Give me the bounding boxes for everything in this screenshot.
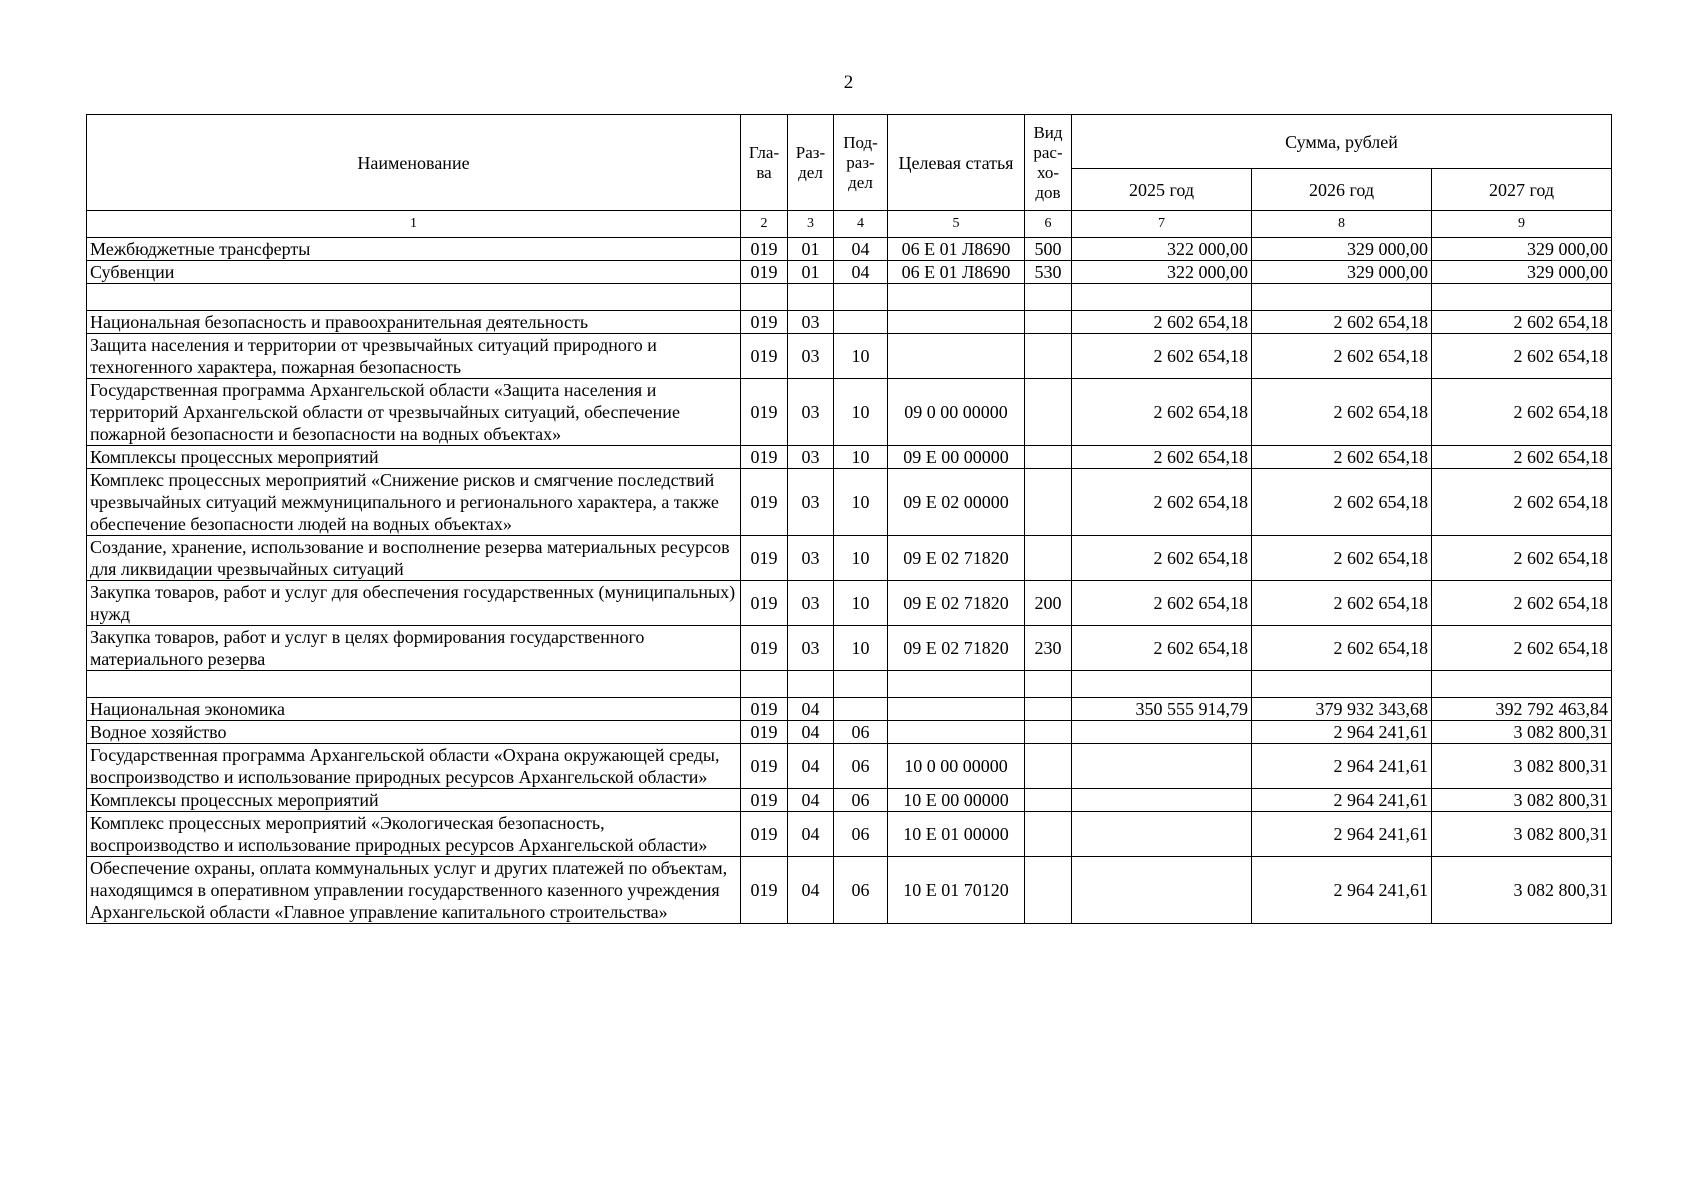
header-name: Наименование	[87, 115, 741, 211]
row-target: 09 Е 02 71820	[888, 536, 1025, 581]
row-razdel: 04	[788, 789, 834, 812]
row-target: 10 Е 01 70120	[888, 857, 1025, 924]
row-glava: 019	[741, 261, 788, 284]
row-glava: 019	[741, 812, 788, 857]
row-sum-2025: 2 602 654,18	[1072, 581, 1252, 626]
row-target: 10 Е 01 00000	[888, 812, 1025, 857]
row-glava	[741, 671, 788, 698]
table-row	[87, 446, 1612, 469]
row-razdel: 04	[788, 698, 834, 721]
row-vid	[1025, 469, 1072, 536]
row-sum-2027: 2 602 654,18	[1432, 581, 1612, 626]
row-name: Субвенции	[87, 261, 741, 284]
budget-table	[86, 114, 1612, 924]
column-number: 4	[834, 211, 888, 238]
row-glava: 019	[741, 311, 788, 334]
table-row	[87, 379, 1612, 446]
row-vid	[1025, 744, 1072, 789]
row-podrazdel: 06	[834, 812, 888, 857]
row-vid	[1025, 311, 1072, 334]
row-vid	[1025, 857, 1072, 924]
table-row	[87, 261, 1612, 284]
row-sum-2026: 2 602 654,18	[1252, 311, 1432, 334]
row-sum-2026: 2 602 654,18	[1252, 626, 1432, 671]
row-sum-2027: 2 602 654,18	[1432, 379, 1612, 446]
row-sum-2027: 2 602 654,18	[1432, 311, 1612, 334]
row-name	[87, 284, 741, 311]
table-row	[87, 536, 1612, 581]
row-target	[888, 311, 1025, 334]
row-sum-2027: 3 082 800,31	[1432, 744, 1612, 789]
row-name	[87, 671, 741, 698]
row-sum-2027	[1432, 671, 1612, 698]
row-sum-2025: 2 602 654,18	[1072, 446, 1252, 469]
row-sum-2027: 392 792 463,84	[1432, 698, 1612, 721]
row-target: 09 Е 00 00000	[888, 446, 1025, 469]
row-glava: 019	[741, 581, 788, 626]
row-sum-2027: 2 602 654,18	[1432, 536, 1612, 581]
row-podrazdel: 06	[834, 857, 888, 924]
row-podrazdel	[834, 671, 888, 698]
table-row	[87, 721, 1612, 744]
row-glava: 019	[741, 789, 788, 812]
row-podrazdel: 10	[834, 379, 888, 446]
row-podrazdel: 04	[834, 238, 888, 261]
row-podrazdel: 06	[834, 721, 888, 744]
row-sum-2026: 2 602 654,18	[1252, 536, 1432, 581]
row-vid	[1025, 698, 1072, 721]
row-razdel: 04	[788, 744, 834, 789]
row-podrazdel: 06	[834, 744, 888, 789]
row-podrazdel	[834, 311, 888, 334]
row-sum-2026	[1252, 284, 1432, 311]
table-row	[87, 469, 1612, 536]
row-podrazdel	[834, 698, 888, 721]
column-number: 1	[87, 211, 741, 238]
row-target: 10 0 00 00000	[888, 744, 1025, 789]
row-name: Закупка товаров, работ и услуг для обеспечения государственных (муниципальных) нужд	[87, 581, 741, 626]
row-sum-2025: 322 000,00	[1072, 238, 1252, 261]
row-sum-2026: 2 964 241,61	[1252, 812, 1432, 857]
row-vid	[1025, 446, 1072, 469]
row-razdel: 03	[788, 581, 834, 626]
page-number: 2	[843, 72, 854, 93]
header-razdel: Раз-дел	[788, 115, 834, 211]
row-target: 10 Е 00 00000	[888, 789, 1025, 812]
row-target: 06 Е 01 Л8690	[888, 238, 1025, 261]
row-name: Создание, хранение, использование и восполнение резерва материальных ресурсов для ликвидации чрезвычайных ситуаций	[87, 536, 741, 581]
row-sum-2027	[1432, 284, 1612, 311]
row-sum-2025: 2 602 654,18	[1072, 379, 1252, 446]
row-razdel: 03	[788, 446, 834, 469]
row-name: Государственная программа Архангельской области «Защита населения и территорий Архангельской области от чрезвычайных ситуаций, обеспечение пожарной безопасности и безопасности на водных объектах»	[87, 379, 741, 446]
row-name: Защита населения и территории от чрезвычайных ситуаций природного и техногенного характера, пожарная безопасность	[87, 334, 741, 379]
table-row	[87, 581, 1612, 626]
row-podrazdel: 10	[834, 446, 888, 469]
row-sum-2025	[1072, 857, 1252, 924]
row-razdel: 03	[788, 379, 834, 446]
table-row	[87, 698, 1612, 721]
row-glava: 019	[741, 238, 788, 261]
row-sum-2026: 2 602 654,18	[1252, 334, 1432, 379]
header-glava: Гла-ва	[741, 115, 788, 211]
row-glava: 019	[741, 721, 788, 744]
row-vid	[1025, 334, 1072, 379]
row-sum-2025: 2 602 654,18	[1072, 536, 1252, 581]
row-razdel: 04	[788, 857, 834, 924]
row-podrazdel	[834, 284, 888, 311]
row-sum-2027: 3 082 800,31	[1432, 812, 1612, 857]
column-number: 3	[788, 211, 834, 238]
row-target	[888, 698, 1025, 721]
row-name: Комплексы процессных мероприятий	[87, 789, 741, 812]
row-vid: 230	[1025, 626, 1072, 671]
row-name: Водное хозяйство	[87, 721, 741, 744]
table-row	[87, 789, 1612, 812]
column-numbers-row	[87, 211, 1612, 238]
row-razdel: 01	[788, 238, 834, 261]
row-sum-2025: 2 602 654,18	[1072, 626, 1252, 671]
row-sum-2026: 2 964 241,61	[1252, 744, 1432, 789]
row-glava: 019	[741, 334, 788, 379]
row-razdel: 03	[788, 626, 834, 671]
header-vid: Вид рас-хо-дов	[1025, 115, 1072, 211]
row-sum-2025	[1072, 284, 1252, 311]
row-sum-2027: 3 082 800,31	[1432, 857, 1612, 924]
row-sum-2027: 3 082 800,31	[1432, 789, 1612, 812]
table-row	[87, 334, 1612, 379]
row-podrazdel: 10	[834, 334, 888, 379]
row-sum-2025: 350 555 914,79	[1072, 698, 1252, 721]
row-razdel: 03	[788, 334, 834, 379]
row-vid: 530	[1025, 261, 1072, 284]
row-vid	[1025, 284, 1072, 311]
header-2025: 2025 год	[1072, 169, 1252, 211]
column-number: 2	[741, 211, 788, 238]
row-target	[888, 284, 1025, 311]
row-sum-2025	[1072, 721, 1252, 744]
row-podrazdel: 10	[834, 536, 888, 581]
row-podrazdel: 10	[834, 581, 888, 626]
row-target: 09 Е 02 00000	[888, 469, 1025, 536]
row-podrazdel: 10	[834, 469, 888, 536]
row-sum-2026: 2 964 241,61	[1252, 789, 1432, 812]
row-target	[888, 721, 1025, 744]
row-glava: 019	[741, 536, 788, 581]
row-name: Национальная безопасность и правоохранительная деятельность	[87, 311, 741, 334]
row-sum-2026: 2 602 654,18	[1252, 469, 1432, 536]
row-sum-2027: 329 000,00	[1432, 238, 1612, 261]
row-sum-2026: 379 932 343,68	[1252, 698, 1432, 721]
row-podrazdel: 04	[834, 261, 888, 284]
header-podrazdel: Под-раз-дел	[834, 115, 888, 211]
column-number: 9	[1432, 211, 1612, 238]
table-row	[87, 744, 1612, 789]
row-name: Комплекс процессных мероприятий «Снижение рисков и смягчение последствий чрезвычайных ситуаций межмуниципального и регионального характера, а также обеспечение безопасности людей на водных объектах»	[87, 469, 741, 536]
row-sum-2026: 329 000,00	[1252, 261, 1432, 284]
row-name: Закупка товаров, работ и услуг в целях формирования государственного материального резерва	[87, 626, 741, 671]
row-target	[888, 671, 1025, 698]
row-glava: 019	[741, 469, 788, 536]
row-glava: 019	[741, 626, 788, 671]
row-razdel	[788, 671, 834, 698]
row-razdel: 04	[788, 721, 834, 744]
row-sum-2025: 2 602 654,18	[1072, 334, 1252, 379]
row-target: 09 Е 02 71820	[888, 581, 1025, 626]
row-sum-2026: 2 964 241,61	[1252, 721, 1432, 744]
row-glava: 019	[741, 446, 788, 469]
row-razdel	[788, 284, 834, 311]
header-target: Целевая статья	[888, 115, 1025, 211]
row-vid	[1025, 721, 1072, 744]
row-vid	[1025, 789, 1072, 812]
row-sum-2027: 2 602 654,18	[1432, 446, 1612, 469]
table-row	[87, 238, 1612, 261]
row-vid: 500	[1025, 238, 1072, 261]
row-target: 09 Е 02 71820	[888, 626, 1025, 671]
row-target: 09 0 00 00000	[888, 379, 1025, 446]
column-number: 6	[1025, 211, 1072, 238]
row-podrazdel: 06	[834, 789, 888, 812]
header-sum: Сумма, рублей	[1072, 115, 1612, 169]
row-razdel: 03	[788, 311, 834, 334]
table-body	[87, 238, 1612, 924]
table-row	[87, 626, 1612, 671]
row-name: Государственная программа Архангельской области «Охрана окружающей среды, воспроизводство и использование природных ресурсов Архангельской области»	[87, 744, 741, 789]
header-2026: 2026 год	[1252, 169, 1432, 211]
table-row	[87, 857, 1612, 924]
row-target	[888, 334, 1025, 379]
row-sum-2027: 2 602 654,18	[1432, 334, 1612, 379]
row-sum-2026: 329 000,00	[1252, 238, 1432, 261]
row-sum-2027: 2 602 654,18	[1432, 469, 1612, 536]
row-vid	[1025, 812, 1072, 857]
row-name: Комплекс процессных мероприятий «Экологическая безопасность, воспроизводство и использование природных ресурсов Архангельской области»	[87, 812, 741, 857]
table-row	[87, 311, 1612, 334]
column-number: 5	[888, 211, 1025, 238]
row-sum-2026: 2 602 654,18	[1252, 379, 1432, 446]
row-target: 06 Е 01 Л8690	[888, 261, 1025, 284]
row-vid: 200	[1025, 581, 1072, 626]
row-sum-2026: 2 602 654,18	[1252, 581, 1432, 626]
column-number: 8	[1252, 211, 1432, 238]
row-glava: 019	[741, 857, 788, 924]
row-sum-2027: 2 602 654,18	[1432, 626, 1612, 671]
row-sum-2026: 2 602 654,18	[1252, 446, 1432, 469]
row-razdel: 01	[788, 261, 834, 284]
row-sum-2025: 2 602 654,18	[1072, 469, 1252, 536]
row-vid	[1025, 671, 1072, 698]
row-vid	[1025, 379, 1072, 446]
table-row	[87, 812, 1612, 857]
row-sum-2025	[1072, 812, 1252, 857]
row-sum-2025	[1072, 671, 1252, 698]
row-sum-2026	[1252, 671, 1432, 698]
column-number: 7	[1072, 211, 1252, 238]
row-sum-2025: 2 602 654,18	[1072, 311, 1252, 334]
row-glava	[741, 284, 788, 311]
row-vid	[1025, 536, 1072, 581]
row-name: Комплексы процессных мероприятий	[87, 446, 741, 469]
row-glava: 019	[741, 744, 788, 789]
row-sum-2025	[1072, 789, 1252, 812]
row-sum-2025	[1072, 744, 1252, 789]
row-glava: 019	[741, 379, 788, 446]
row-glava: 019	[741, 698, 788, 721]
row-razdel: 04	[788, 812, 834, 857]
blank-row	[87, 284, 1612, 311]
row-name: Межбюджетные трансферты	[87, 238, 741, 261]
row-razdel: 03	[788, 469, 834, 536]
row-sum-2025: 322 000,00	[1072, 261, 1252, 284]
row-razdel: 03	[788, 536, 834, 581]
row-name: Национальная экономика	[87, 698, 741, 721]
row-name: Обеспечение охраны, оплата коммунальных услуг и других платежей по объектам, находящимся в оперативном управлении государственного казенного учреждения Архангельской области «Главное управление капитального строительства»	[87, 857, 741, 924]
row-sum-2027: 3 082 800,31	[1432, 721, 1612, 744]
row-sum-2026: 2 964 241,61	[1252, 857, 1432, 924]
header-2027: 2027 год	[1432, 169, 1612, 211]
row-podrazdel: 10	[834, 626, 888, 671]
row-sum-2027: 329 000,00	[1432, 261, 1612, 284]
blank-row	[87, 671, 1612, 698]
